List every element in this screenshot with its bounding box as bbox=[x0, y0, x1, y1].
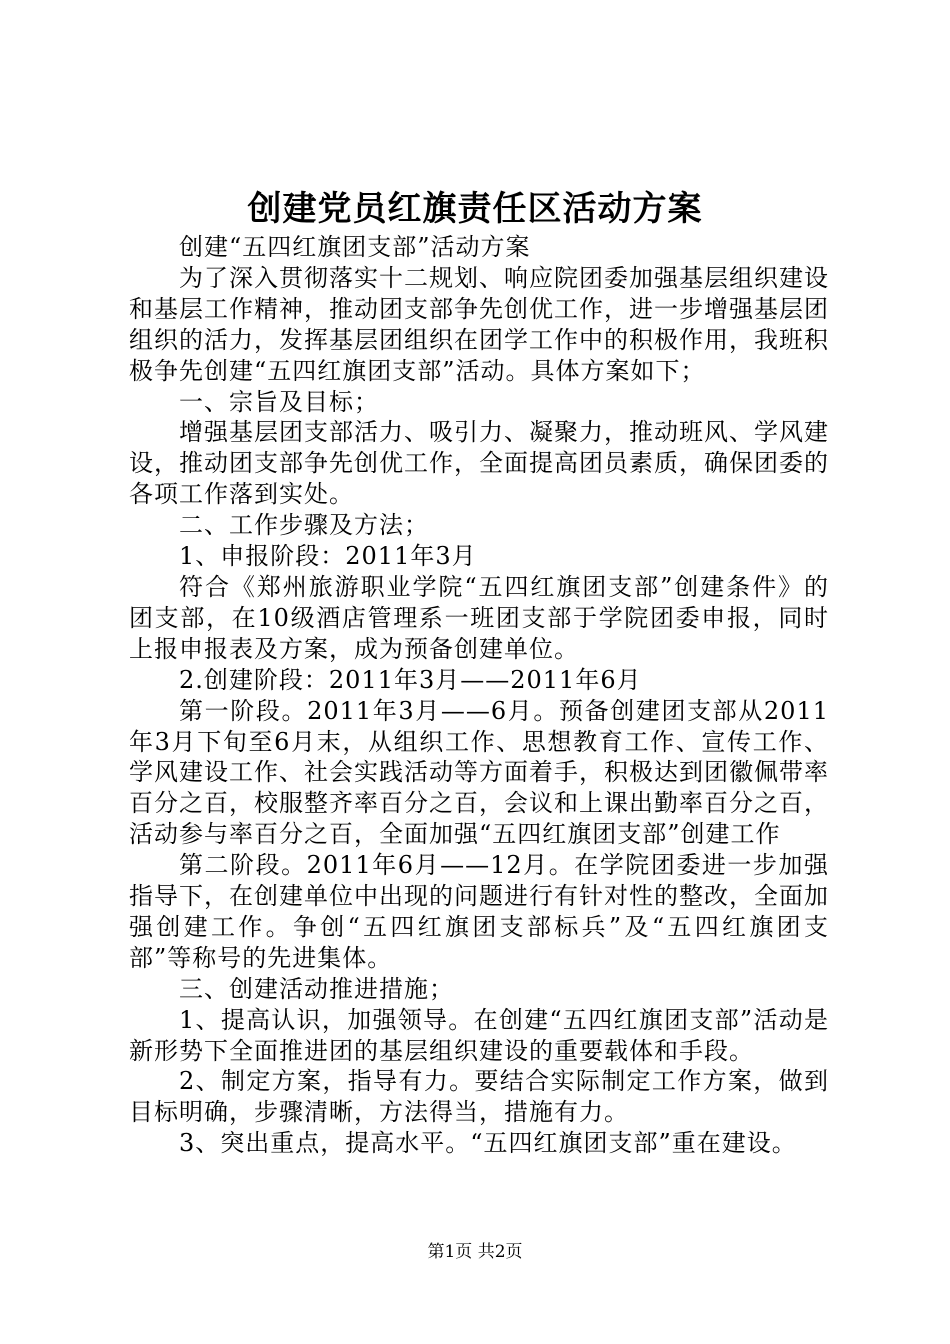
heading-purpose: 一、宗旨及目标； bbox=[179, 387, 379, 416]
document-title: 创建党员红旗责任区活动方案 bbox=[247, 189, 703, 229]
page-footer: 第1页 共2页 bbox=[427, 1242, 523, 1262]
heading-steps: 二、工作步骤及方法； bbox=[179, 511, 429, 540]
step-creation: 2.创建阶段：2011年3月——2011年6月 bbox=[179, 665, 642, 694]
measure-two: 2、制定方案，指导有力。要结合实际制定工作方案，做到目标明确，步骤清晰，方法得当，措施有力。 bbox=[129, 1067, 829, 1127]
measure-three: 3、突出重点，提高水平。“五四红旗团支部”重在建设。 bbox=[179, 1129, 797, 1158]
heading-measures: 三、创建活动推进措施； bbox=[179, 974, 454, 1003]
paragraph-subtitle: 创建“五四红旗团支部”活动方案 bbox=[179, 233, 531, 261]
paragraph-stage-one: 第一阶段。2011年3月——6月。预备创建团支部从2011年3月下旬至6月末，从组织工作、思想教育工作、宣传工作、学风建设工作、社会实践活动等方面着手，积极达到团徽佩带率百分之百，校服整齐率百分之百，会议和上课出勤率百分之百，活动参与率百分之百，全面加强“五四红旗团支部”创建工作 bbox=[129, 696, 829, 849]
step-application: 1、申报阶段：2011年3月 bbox=[179, 542, 477, 571]
paragraph-application: 符合《郑州旅游职业学院“五四红旗团支部”创建条件》的团支部，在10级酒店管理系一班团支部于学院团委申报，同时上报申报表及方案，成为预备创建单位。 bbox=[129, 572, 829, 663]
paragraph-stage-two: 第二阶段。2011年6月——12月。在学院团委进一步加强指导下，在创建单位中出现的问题进行有针对性的整改，全面加强创建工作。争创“五四红旗团支部标兵”及“五四红旗团支部”等称号的先进集体。 bbox=[129, 851, 829, 972]
paragraph-purpose: 增强基层团支部活力、吸引力、凝聚力，推动班风、学风建设，推动团支部争先创优工作，全面提高团员素质，确保团委的各项工作落到实处。 bbox=[129, 418, 829, 509]
paragraph-intro: 为了深入贯彻落实十二规划、响应院团委加强基层组织建设和基层工作精神，推动团支部争先创优工作，进一步增强基层团组织的活力，发挥基层团组织在团学工作中的积极作用，我班积极争先创建“五四红旗团支部”活动。具体方案如下； bbox=[129, 263, 829, 385]
measure-one: 1、提高认识，加强领导。在创建“五四红旗团支部”活动是新形势下全面推进团的基层组织建设的重要载体和手段。 bbox=[129, 1005, 829, 1065]
document-body bbox=[129, 232, 829, 1159]
